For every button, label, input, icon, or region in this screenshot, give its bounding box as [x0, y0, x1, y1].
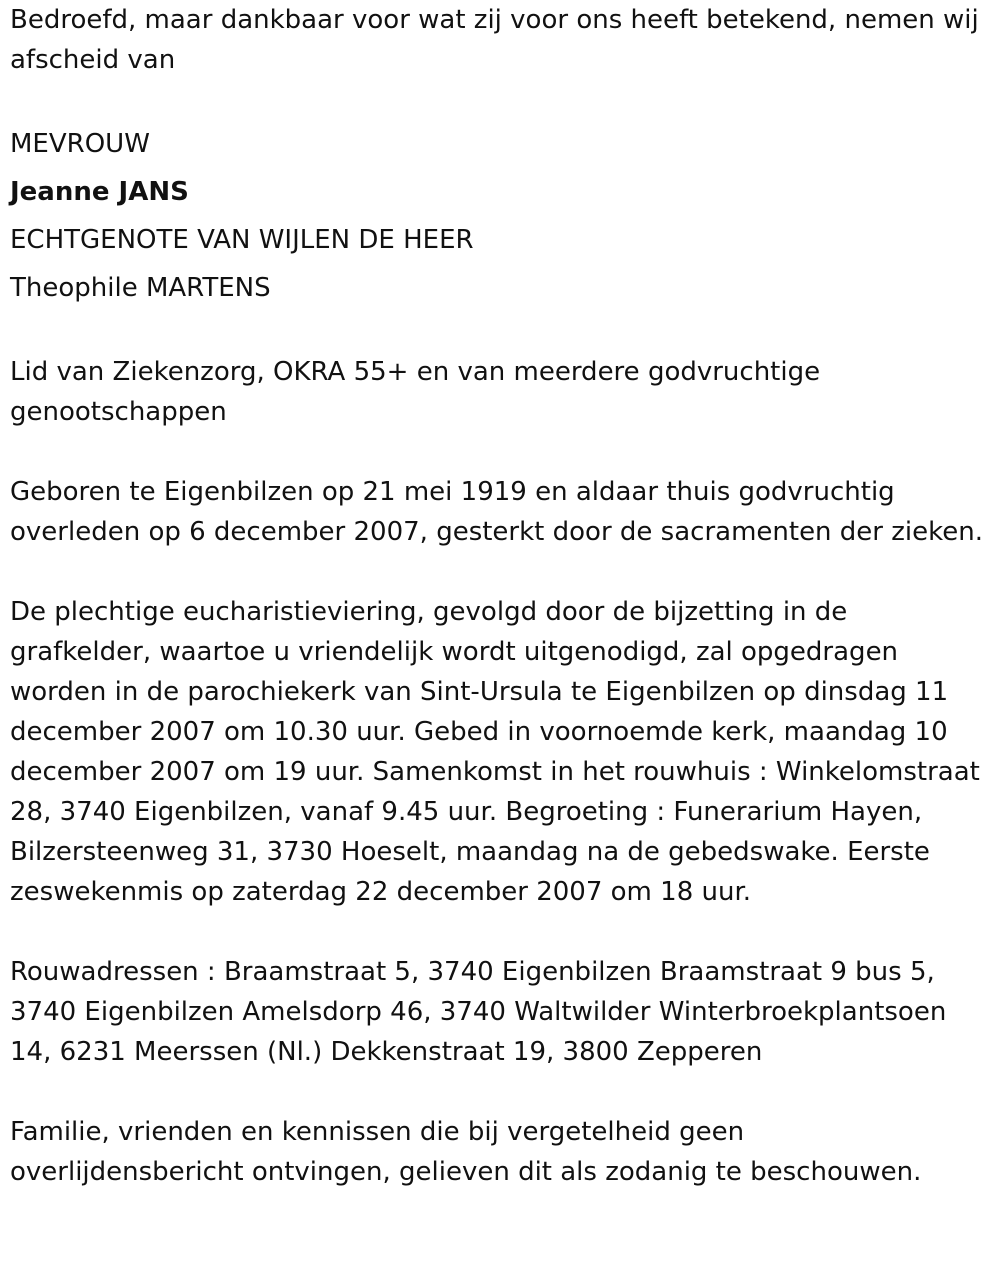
deceased-name: Jeanne JANS [10, 177, 189, 207]
membership-paragraph: Lid van Ziekenzorg, OKRA 55+ en van meerdere godvruchtige genootschappen [10, 357, 821, 427]
deceased-block [10, 120, 985, 312]
spouse-intro: ECHTGENOTE VAN WIJLEN DE HEER [10, 225, 474, 255]
addresses-paragraph: Rouwadressen : Braamstraat 5, 3740 Eigenbilzen Braamstraat 9 bus 5, 3740 Eigenbilzen Amelsdorp 46, 3740 Waltwilder Winterbroekplantsoen 14, 6231 Meerssen (Nl.) Dekkenstraat 19, 3800 Zepperen [10, 957, 947, 1067]
spacer [10, 80, 985, 120]
birth-death-paragraph: Geboren te Eigenbilzen op 21 mei 1919 en aldaar thuis godvruchtig overleden op 6 december 2007, gesterkt door de sacramenten der zieken. [10, 477, 983, 547]
spouse-name: Theophile MARTENS [10, 273, 271, 303]
spacer [10, 432, 985, 472]
spacer [10, 1072, 985, 1112]
closing-paragraph: Familie, vrienden en kennissen die bij vergetelheid geen overlijdensbericht ontvingen, gelieven dit als zodanig te beschouwen. [10, 1117, 922, 1187]
obituary-document [10, 0, 985, 1192]
spacer [10, 912, 985, 952]
spacer [10, 552, 985, 592]
ceremony-paragraph: De plechtige eucharistieviering, gevolgd door de bijzetting in de grafkelder, waartoe u vriendelijk wordt uitgenodigd, zal opgedragen worden in de parochiekerk van Sint-Ursula te Eigenbilzen op dinsdag 11 december 2007 om 10.30 uur. Gebed in voornoemde kerk, maandag 10 december 2007 om 19 uur. Samenkomst in het rouwhuis : Winkelomstraat 28, 3740 Eigenbilzen, vanaf 9.45 uur. Begroeting : Funerarium Hayen, Bilzersteenweg 31, 3730 Hoeselt, maandag na de gebedswake. Eerste zeswekenmis op zaterdag 22 december 2007 om 18 uur. [10, 597, 980, 907]
spacer [10, 312, 985, 352]
intro-paragraph: Bedroefd, maar dankbaar voor wat zij voor ons heeft betekend, nemen wij afscheid van [10, 5, 979, 75]
honorific: MEVROUW [10, 129, 150, 159]
